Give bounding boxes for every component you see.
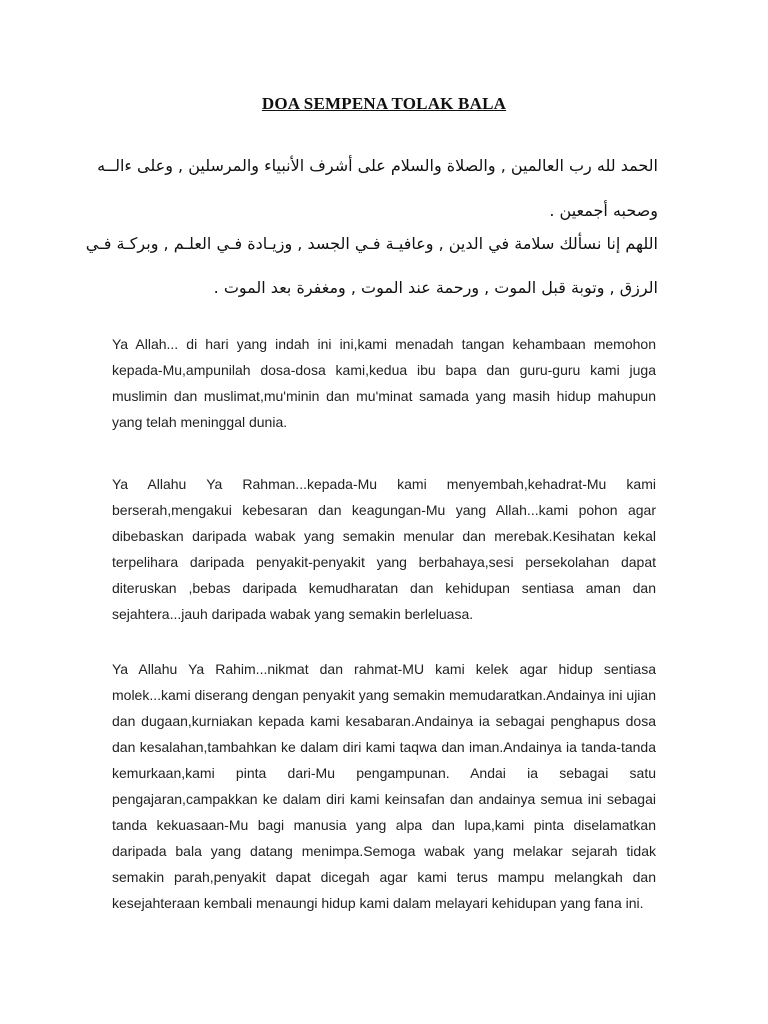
arabic-line-4: الرزق , وتوبة قبل الموت , ورحمة عند الموت , ومغفرة بعد الموت .: [213, 278, 658, 297]
prayer-paragraph-3: Ya Allahu Ya Rahim...nikmat dan rahmat-MU kami kelek agar hidup sentiasa molek...kami diserang dengan penyakit yang semakin memudaratkan.Andainya ini ujian dan dugaan,kurniakan kepada kami kesabaran.Andainya ia sebagai penghapus dosa dan kesalahan,tambahkan ke dalam diri kami taqwa dan iman.Andainya ia tanda-tanda kemurkaan,kami pinta dari-Mu pengampunan. Andai ia sebagai satu pengajaran,campakkan ke dalam diri kami keinsafan dan andainya semua ini sebagai tanda kekuasaan-Mu bagi manusia yang alpa dan lupa,kami pinta diselamatkan daripada bala yang datang menimpa.Semoga wabak yang melakar sejarah tidak semakin parah,penyakit dapat dicegah agar kami terus mampu melangkah dan kesejahteraan kembali menaungi hidup kami dalam melayari kehidupan yang fana ini.: [112, 661, 656, 911]
arabic-line-2: وصحبه أجمعين .: [549, 201, 658, 220]
arabic-line-3: اللهم إنا نسألك سلامة في الدين , وعافيـة فـي الجسد , وزيـادة فـي العلـم , وبركـة فـي: [85, 234, 658, 253]
prayer-paragraph-1: Ya Allah... di hari yang indah ini ini,kami menadah tangan kehambaan memohon kepada-Mu,ampunilah dosa-dosa kami,kedua ibu bapa dan guru-guru kami juga muslimin dan muslimat,mu'minin dan mu'minat samada yang masih hidup mahupun yang telah meninggal dunia.: [112, 336, 656, 430]
prayer-paragraph-2: Ya Allahu Ya Rahman...kepada-Mu kami menyembah,kehadrat-Mu kami berserah,mengakui kebesaran dan keagungan-Mu yang Allah...kami pohon agar dibebaskan daripada wabak yang semakin menular dan merebak.Kesihatan kekal terpelihara daripada penyakit-penyakit yang berbahaya,sesi persekolahan dapat diteruskan ,bebas daripada kemudharatan dan kehidupan sentiasa aman dan sejahtera...jauh daripada wabak yang semakin berleluasa.: [112, 476, 656, 622]
arabic-line-1: الحمد لله رب العالمين , والصلاة والسلام على أشرف الأنبياء والمرسلين , وعلى ءالــه: [97, 156, 658, 175]
document-title: DOA SEMPENA TOLAK BALA: [261, 94, 507, 113]
